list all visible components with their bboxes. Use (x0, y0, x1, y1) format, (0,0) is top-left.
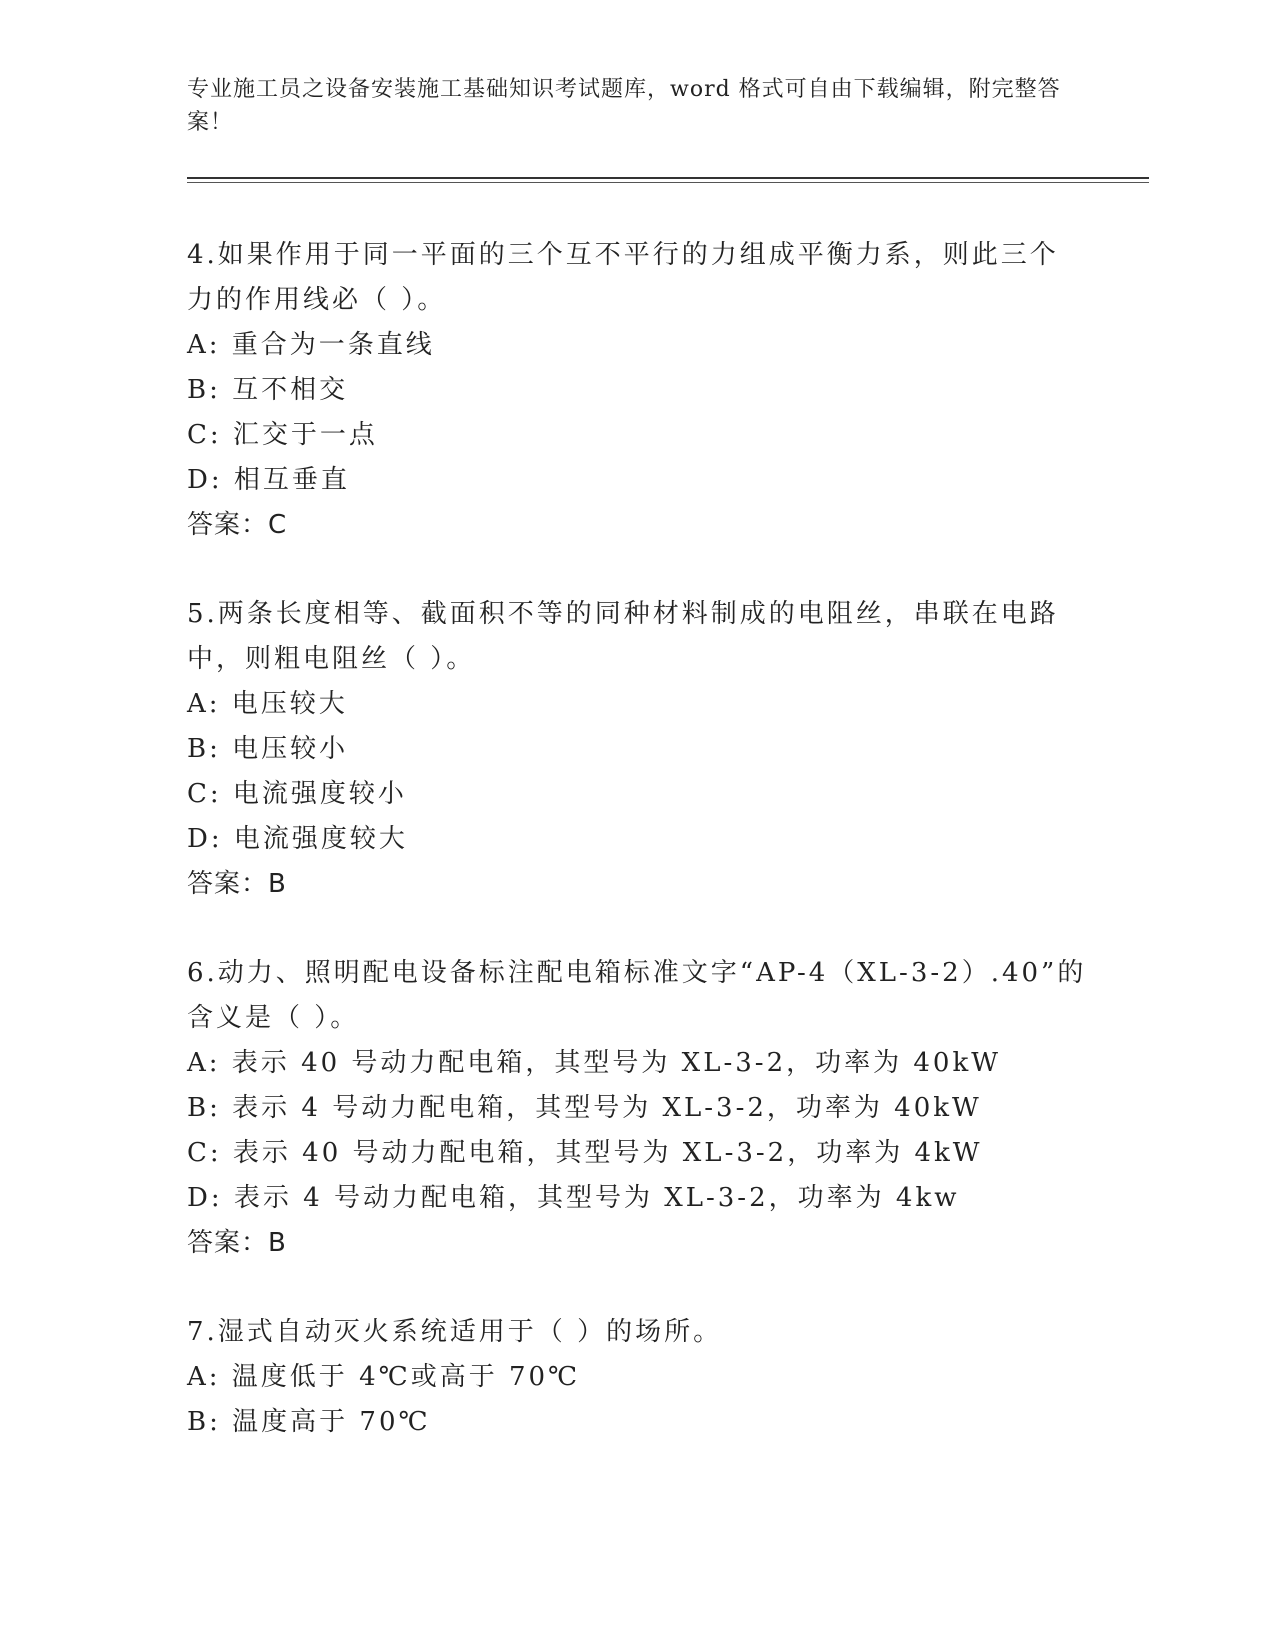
option-d: D: 电流强度较大 (187, 824, 408, 854)
option-a: A: 电压较大 (187, 689, 348, 719)
option-b: B: 互不相交 (187, 375, 349, 405)
question-stem: 7.湿式自动灭火系统适用于（ ）的场所。 (187, 1317, 723, 1347)
header-text: 专业施工员之设备安装施工基础知识考试题库，word 格式可自由下载编辑，附完整答案！ (187, 77, 1061, 135)
option-a: A: 温度低于 4℃或高于 70℃ (187, 1362, 581, 1392)
question-5 (187, 592, 1087, 907)
question-7 (187, 1310, 1087, 1445)
option-a: A: 重合为一条直线 (187, 330, 435, 360)
answer: 答案：B (187, 869, 287, 899)
question-stem: 5.两条长度相等、截面积不等的同种材料制成的电阻丝，串联在电路中，则粗电阻丝（ ）。 (187, 599, 1059, 674)
question-stem: 4.如果作用于同一平面的三个互不平行的力组成平衡力系，则此三个力的作用线必（ ）。 (187, 240, 1059, 315)
option-d: D: 相互垂直 (187, 465, 350, 495)
option-d: D: 表示 4 号动力配电箱，其型号为 XL-3-2，功率为 4kw (187, 1183, 960, 1213)
header-rule-secondary (187, 182, 1149, 183)
option-a: A: 表示 40 号动力配电箱，其型号为 XL-3-2，功率为 40kW (187, 1048, 1001, 1078)
option-b: B: 温度高于 70℃ (187, 1407, 431, 1437)
question-list (187, 233, 1087, 1489)
option-c: C: 表示 40 号动力配电箱，其型号为 XL-3-2，功率为 4kW (187, 1138, 983, 1168)
option-b: B: 电压较小 (187, 734, 349, 764)
header-rule (187, 177, 1149, 179)
option-c: C: 电流强度较小 (187, 779, 407, 809)
question-6 (187, 951, 1087, 1266)
answer: 答案：C (187, 510, 288, 540)
question-4 (187, 233, 1087, 548)
option-c: C: 汇交于一点 (187, 420, 378, 450)
question-stem: 6.动力、照明配电设备标注配电箱标准文字“AP-4（XL-3-2）.40”的含义是（ ）。 (187, 958, 1087, 1033)
option-b: B: 表示 4 号动力配电箱，其型号为 XL-3-2，功率为 40kW (187, 1093, 982, 1123)
answer: 答案：B (187, 1228, 287, 1258)
